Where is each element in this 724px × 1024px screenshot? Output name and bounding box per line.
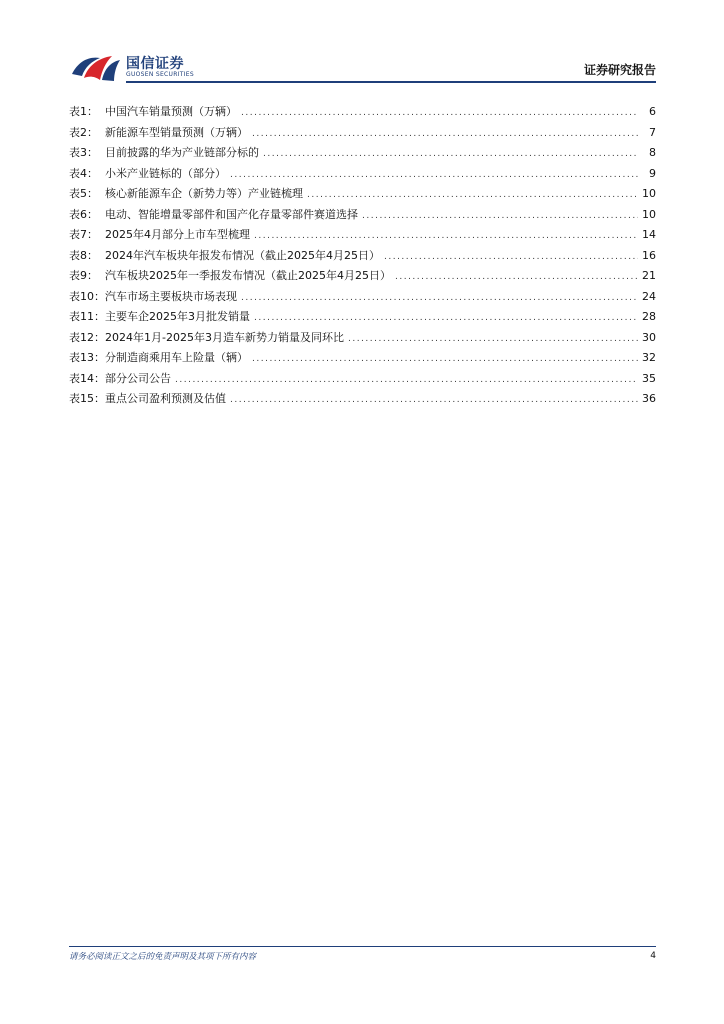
guosen-logo-icon — [70, 52, 122, 82]
toc-dot-leader — [241, 108, 638, 118]
toc-entry[interactable] — [69, 144, 656, 165]
toc-entry-title: 分制造商乘用车上险量（辆） — [105, 351, 248, 364]
toc-entry-title: 电动、智能增量零部件和国产化存量零部件赛道选择 — [105, 207, 358, 221]
disclaimer-note: 请务必阅读正文之后的免责声明及其项下所有内容 — [69, 952, 257, 962]
toc-entry-title: 2024年汽车板块年报发布情况（截止2025年4月25日） — [105, 248, 380, 262]
toc-dot-leader — [263, 149, 638, 159]
footer-divider — [69, 946, 656, 947]
toc-entry-page: 10 — [642, 207, 656, 221]
toc-dot-leader — [252, 129, 638, 139]
toc-entry-page: 36 — [642, 392, 656, 405]
toc-entry-title: 核心新能源车企（新势力等）产业链梳理 — [105, 187, 303, 200]
toc-entry-page: 24 — [642, 289, 656, 303]
toc-dot-leader — [230, 170, 638, 180]
toc-dot-leader — [254, 313, 638, 323]
toc-entry[interactable] — [69, 390, 656, 411]
page-number: 4 — [650, 951, 656, 961]
toc-entry[interactable] — [69, 206, 656, 227]
toc-entry-title: 汽车市场主要板块市场表现 — [105, 289, 237, 303]
toc-entry-page: 14 — [642, 228, 656, 241]
toc-entry-label: 表7： — [69, 228, 98, 241]
toc-entry-title: 汽车板块2025年一季报发布情况（截止2025年4月25日） — [105, 269, 391, 282]
toc-dot-leader — [252, 354, 638, 364]
toc-dot-leader — [348, 334, 638, 344]
toc-entry-title: 部分公司公告 — [105, 371, 171, 385]
toc-entry-title: 主要车企2025年3月批发销量 — [105, 310, 250, 323]
toc-dot-leader — [395, 272, 638, 282]
toc-entry-page: 10 — [642, 187, 656, 200]
toc-entry[interactable] — [69, 329, 656, 350]
toc-entry[interactable] — [69, 349, 656, 370]
toc-entry[interactable] — [69, 247, 656, 268]
toc-entry-page: 28 — [642, 310, 656, 323]
toc-entry-label: 表5： — [69, 187, 98, 200]
page-header — [70, 50, 656, 84]
toc-entry-page: 9 — [649, 166, 656, 180]
toc-entry-label: 表12： — [69, 330, 105, 344]
toc-dot-leader — [230, 395, 638, 405]
header-divider — [126, 81, 656, 83]
toc-entry-title: 小米产业链标的（部分） — [105, 166, 226, 180]
toc-entry-title: 2024年1月-2025年3月造车新势力销量及同环比 — [105, 330, 344, 344]
toc-entry-label: 表3： — [69, 146, 98, 159]
toc-entry-label: 表13： — [69, 351, 105, 364]
toc-entry[interactable] — [69, 308, 656, 329]
toc-entry-label: 表1： — [69, 105, 98, 118]
toc-entry-title: 重点公司盈利预测及估值 — [105, 392, 226, 405]
toc-entry-label: 表10： — [69, 289, 105, 303]
toc-entry-page: 32 — [642, 351, 656, 364]
toc-entry-page: 6 — [649, 105, 656, 118]
toc-entry-label: 表11： — [69, 310, 105, 323]
toc-entry-label: 表14： — [69, 371, 105, 385]
toc-entry-label: 表2： — [69, 125, 98, 139]
brand-name-en: GUOSEN SECURITIES — [126, 71, 195, 78]
toc-entry-label: 表15： — [69, 392, 105, 405]
toc-entry-title: 中国汽车销量预测（万辆） — [105, 105, 237, 118]
toc-entry-title: 新能源车型销量预测（万辆） — [105, 125, 248, 139]
toc-dot-leader — [384, 252, 638, 262]
toc-entry[interactable] — [69, 267, 656, 288]
toc-entry-label: 表6： — [69, 207, 98, 221]
toc-entry[interactable] — [69, 226, 656, 247]
guosen-logo — [70, 50, 220, 84]
toc-entry[interactable] — [69, 165, 656, 186]
toc-entry-title: 目前披露的华为产业链部分标的 — [105, 146, 259, 159]
toc-entry-title: 2025年4月部分上市车型梳理 — [105, 228, 250, 241]
toc-entry-label: 表9： — [69, 269, 98, 282]
brand-name-cn: 国信证券 — [126, 56, 184, 72]
toc-dot-leader — [307, 190, 638, 200]
toc-entry-page: 16 — [642, 248, 656, 262]
toc-entry-page: 7 — [649, 125, 656, 139]
toc-entry[interactable] — [69, 288, 656, 309]
toc-entry-page: 35 — [642, 371, 656, 385]
toc-dot-leader — [241, 293, 638, 303]
toc-entry-label: 表4： — [69, 166, 98, 180]
report-type-title: 证券研究报告 — [583, 63, 656, 77]
table-of-tables — [69, 103, 656, 411]
toc-dot-leader — [254, 231, 638, 241]
toc-dot-leader — [175, 375, 638, 385]
toc-entry-page: 21 — [642, 269, 656, 282]
toc-entry-page: 8 — [649, 146, 656, 159]
toc-entry[interactable] — [69, 124, 656, 145]
toc-entry[interactable] — [69, 103, 656, 124]
toc-dot-leader — [362, 211, 638, 221]
toc-entry[interactable] — [69, 185, 656, 206]
toc-entry[interactable] — [69, 370, 656, 391]
toc-entry-label: 表8： — [69, 248, 98, 262]
toc-entry-page: 30 — [642, 330, 656, 344]
